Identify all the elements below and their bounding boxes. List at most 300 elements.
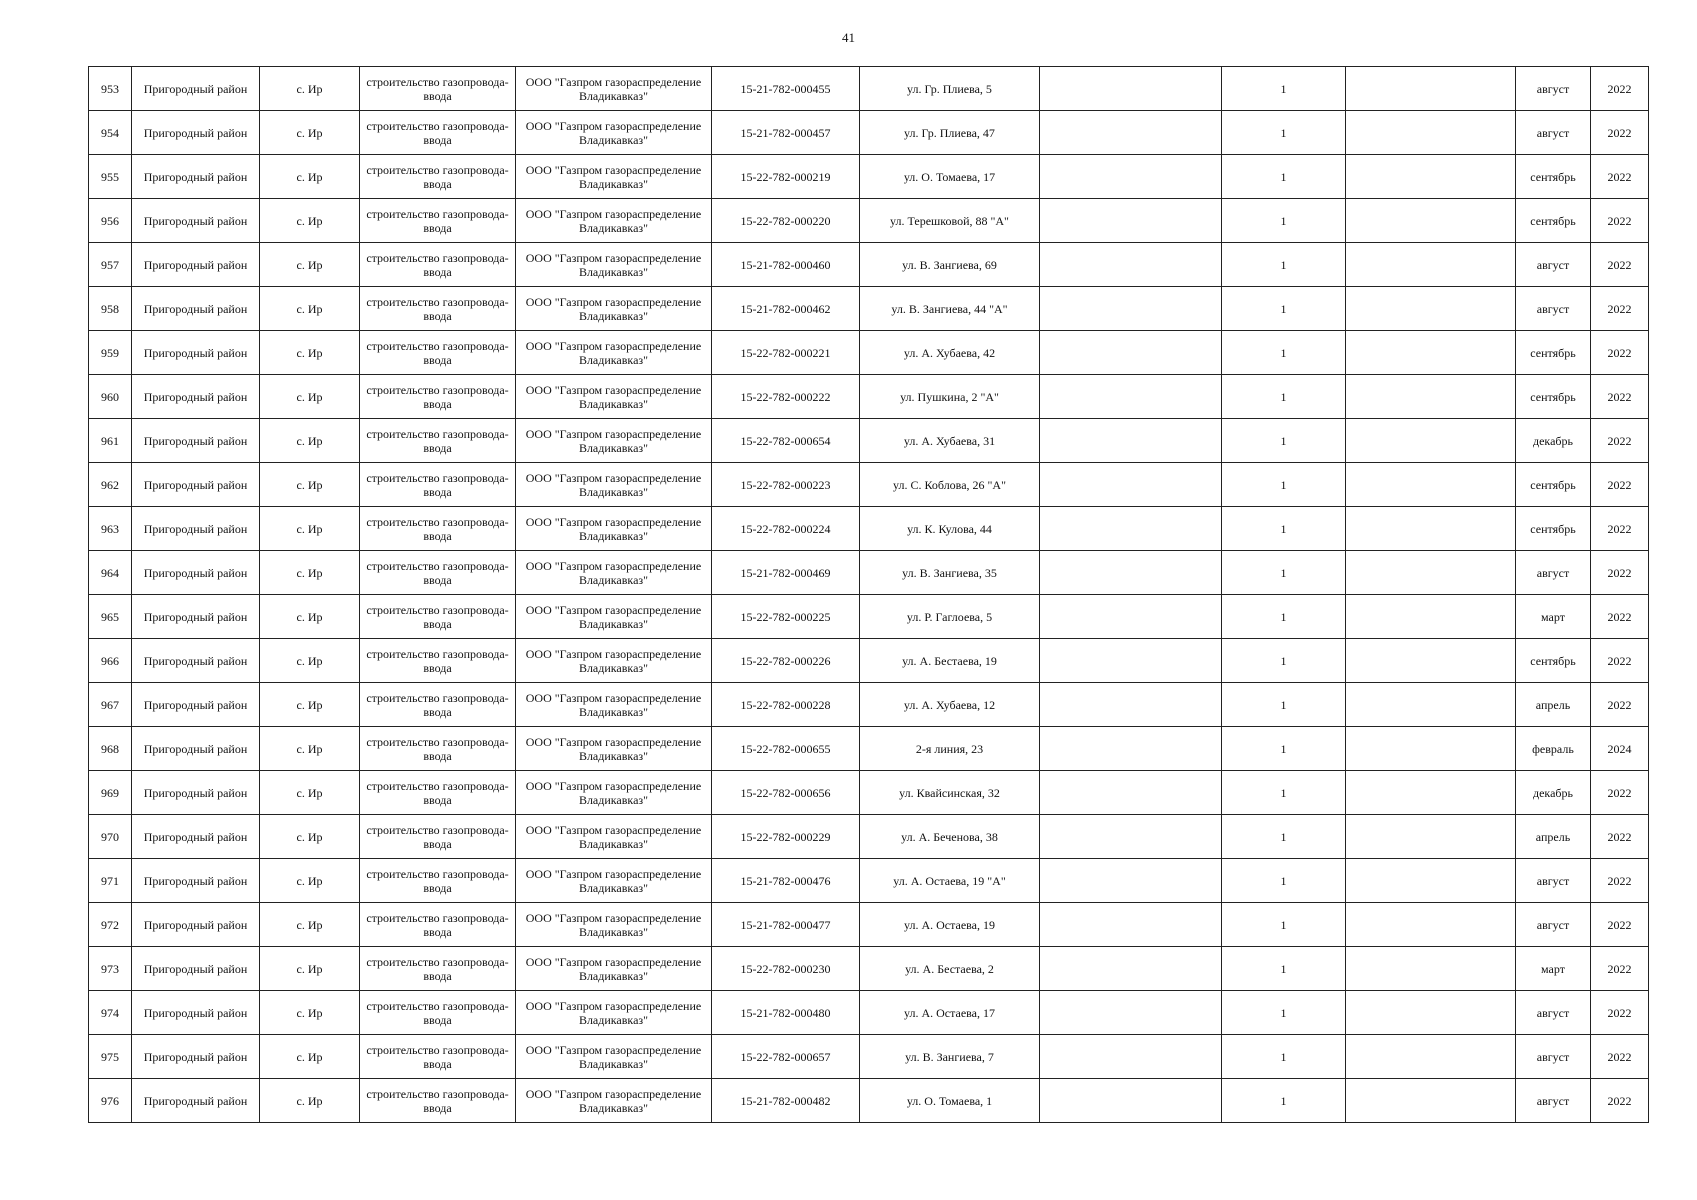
cell-empty [1346, 419, 1516, 463]
work-type-line1: строительство газопровода- [366, 426, 509, 441]
cell-settlement: с. Ир [260, 903, 360, 947]
work-type-line1: строительство газопровода- [366, 470, 509, 485]
cell-month: сентябрь [1516, 155, 1591, 199]
cell-year: 2022 [1591, 595, 1649, 639]
cell-empty [1346, 1079, 1516, 1123]
organization-line2: Владикавказ" [578, 572, 649, 587]
cell-quantity: 1 [1222, 331, 1346, 375]
organization-line1: ООО "Газпром газораспределение [525, 250, 702, 265]
cell-quantity: 1 [1222, 551, 1346, 595]
cell-district: Пригородный район [132, 551, 260, 595]
cell-year: 2022 [1591, 1079, 1649, 1123]
table-row [89, 1035, 1649, 1079]
cell-district: Пригородный район [132, 859, 260, 903]
cell-address: 2-я линия, 23 [860, 727, 1040, 771]
cell-quantity: 1 [1222, 991, 1346, 1035]
cell-district: Пригородный район [132, 1079, 260, 1123]
cell-address: ул. В. Зангиева, 69 [860, 243, 1040, 287]
work-type-line2: ввода [423, 1056, 452, 1071]
cell-settlement: с. Ир [260, 683, 360, 727]
cell-code: 15-22-782-000230 [712, 947, 860, 991]
cell-quantity: 1 [1222, 771, 1346, 815]
cell-code: 15-21-782-000482 [712, 1079, 860, 1123]
cell-year: 2022 [1591, 287, 1649, 331]
cell-code: 15-22-782-000220 [712, 199, 860, 243]
cell-empty [1040, 551, 1222, 595]
organization-line2: Владикавказ" [578, 836, 649, 851]
table-row [89, 507, 1649, 551]
cell-code: 15-21-782-000462 [712, 287, 860, 331]
cell-empty [1346, 67, 1516, 111]
cell-organization [516, 111, 712, 155]
cell-district: Пригородный район [132, 331, 260, 375]
cell-organization [516, 1079, 712, 1123]
cell-work-type [360, 551, 516, 595]
cell-organization [516, 947, 712, 991]
cell-code: 15-22-782-000224 [712, 507, 860, 551]
cell-work-type [360, 683, 516, 727]
cell-number: 976 [89, 1079, 132, 1123]
cell-address: ул. С. Коблова, 26 "А" [860, 463, 1040, 507]
cell-empty [1040, 331, 1222, 375]
cell-work-type [360, 903, 516, 947]
cell-district: Пригородный район [132, 1035, 260, 1079]
work-type-line1: строительство газопровода- [366, 1086, 509, 1101]
work-type-line2: ввода [423, 396, 452, 411]
cell-month: апрель [1516, 683, 1591, 727]
work-type-line2: ввода [423, 528, 452, 543]
work-type-line2: ввода [423, 440, 452, 455]
cell-empty [1040, 815, 1222, 859]
organization-line2: Владикавказ" [578, 396, 649, 411]
cell-organization [516, 463, 712, 507]
organization-line1: ООО "Газпром газораспределение [525, 426, 702, 441]
work-type-line1: строительство газопровода- [366, 514, 509, 529]
cell-work-type [360, 639, 516, 683]
cell-year: 2022 [1591, 683, 1649, 727]
cell-district: Пригородный район [132, 771, 260, 815]
cell-month: август [1516, 1035, 1591, 1079]
cell-empty [1346, 287, 1516, 331]
cell-number: 957 [89, 243, 132, 287]
cell-empty [1346, 991, 1516, 1035]
work-type-line2: ввода [423, 616, 452, 631]
work-type-line1: строительство газопровода- [366, 1042, 509, 1057]
cell-empty [1346, 683, 1516, 727]
cell-code: 15-22-782-000223 [712, 463, 860, 507]
cell-number: 962 [89, 463, 132, 507]
cell-code: 15-22-782-000657 [712, 1035, 860, 1079]
cell-settlement: с. Ир [260, 111, 360, 155]
cell-year: 2022 [1591, 155, 1649, 199]
work-type-line1: строительство газопровода- [366, 162, 509, 177]
cell-code: 15-22-782-000229 [712, 815, 860, 859]
organization-line1: ООО "Газпром газораспределение [525, 866, 702, 881]
table-row [89, 111, 1649, 155]
cell-month: август [1516, 111, 1591, 155]
cell-year: 2022 [1591, 639, 1649, 683]
cell-district: Пригородный район [132, 463, 260, 507]
table-row [89, 771, 1649, 815]
organization-line2: Владикавказ" [578, 748, 649, 763]
table-row [89, 947, 1649, 991]
work-type-line1: строительство газопровода- [366, 338, 509, 353]
cell-organization [516, 551, 712, 595]
cell-year: 2022 [1591, 551, 1649, 595]
cell-work-type [360, 771, 516, 815]
organization-line1: ООО "Газпром газораспределение [525, 338, 702, 353]
cell-number: 966 [89, 639, 132, 683]
cell-settlement: с. Ир [260, 1079, 360, 1123]
cell-settlement: с. Ир [260, 375, 360, 419]
cell-code: 15-22-782-000654 [712, 419, 860, 463]
cell-organization [516, 639, 712, 683]
cell-district: Пригородный район [132, 639, 260, 683]
cell-organization [516, 683, 712, 727]
cell-settlement: с. Ир [260, 551, 360, 595]
cell-district: Пригородный район [132, 155, 260, 199]
table-row [89, 991, 1649, 1035]
organization-line2: Владикавказ" [578, 704, 649, 719]
cell-address: ул. А. Остаева, 19 "А" [860, 859, 1040, 903]
cell-work-type [360, 375, 516, 419]
cell-settlement: с. Ир [260, 595, 360, 639]
cell-district: Пригородный район [132, 243, 260, 287]
table-body [89, 67, 1649, 1123]
cell-quantity: 1 [1222, 815, 1346, 859]
table-row [89, 155, 1649, 199]
cell-code: 15-22-782-000656 [712, 771, 860, 815]
cell-address: ул. Терешковой, 88 "А" [860, 199, 1040, 243]
organization-line1: ООО "Газпром газораспределение [525, 998, 702, 1013]
cell-year: 2022 [1591, 111, 1649, 155]
cell-empty [1346, 771, 1516, 815]
cell-address: ул. Пушкина, 2 "А" [860, 375, 1040, 419]
cell-year: 2024 [1591, 727, 1649, 771]
cell-work-type [360, 727, 516, 771]
cell-month: декабрь [1516, 771, 1591, 815]
organization-line2: Владикавказ" [578, 880, 649, 895]
organization-line1: ООО "Газпром газораспределение [525, 514, 702, 529]
cell-number: 956 [89, 199, 132, 243]
organization-line2: Владикавказ" [578, 264, 649, 279]
cell-quantity: 1 [1222, 947, 1346, 991]
cell-organization [516, 67, 712, 111]
organization-line2: Владикавказ" [578, 308, 649, 323]
cell-number: 953 [89, 67, 132, 111]
cell-address: ул. А. Хубаева, 12 [860, 683, 1040, 727]
organization-line1: ООО "Газпром газораспределение [525, 162, 702, 177]
cell-month: сентябрь [1516, 375, 1591, 419]
cell-empty [1040, 771, 1222, 815]
work-type-line2: ввода [423, 660, 452, 675]
work-type-line2: ввода [423, 880, 452, 895]
table-row [89, 287, 1649, 331]
cell-year: 2022 [1591, 815, 1649, 859]
organization-line2: Владикавказ" [578, 792, 649, 807]
cell-organization [516, 771, 712, 815]
cell-year: 2022 [1591, 1035, 1649, 1079]
cell-district: Пригородный район [132, 111, 260, 155]
cell-settlement: с. Ир [260, 463, 360, 507]
work-type-line2: ввода [423, 132, 452, 147]
work-type-line2: ввода [423, 88, 452, 103]
cell-month: август [1516, 243, 1591, 287]
cell-code: 15-22-782-000219 [712, 155, 860, 199]
work-type-line1: строительство газопровода- [366, 778, 509, 793]
cell-empty [1040, 683, 1222, 727]
cell-empty [1040, 859, 1222, 903]
organization-line1: ООО "Газпром газораспределение [525, 74, 702, 89]
cell-quantity: 1 [1222, 419, 1346, 463]
cell-address: ул. В. Зангиева, 35 [860, 551, 1040, 595]
cell-empty [1346, 595, 1516, 639]
organization-line1: ООО "Газпром газораспределение [525, 1042, 702, 1057]
cell-organization [516, 287, 712, 331]
work-type-line1: строительство газопровода- [366, 822, 509, 837]
organization-line1: ООО "Газпром газораспределение [525, 778, 702, 793]
cell-settlement: с. Ир [260, 991, 360, 1035]
table-row [89, 683, 1649, 727]
cell-address: ул. Квайсинская, 32 [860, 771, 1040, 815]
cell-number: 955 [89, 155, 132, 199]
cell-organization [516, 419, 712, 463]
cell-month: апрель [1516, 815, 1591, 859]
cell-empty [1346, 1035, 1516, 1079]
cell-address: ул. А. Бестаева, 2 [860, 947, 1040, 991]
cell-empty [1040, 155, 1222, 199]
cell-year: 2022 [1591, 991, 1649, 1035]
work-type-line2: ввода [423, 308, 452, 323]
cell-settlement: с. Ир [260, 199, 360, 243]
work-type-line1: строительство газопровода- [366, 866, 509, 881]
cell-quantity: 1 [1222, 375, 1346, 419]
cell-organization [516, 815, 712, 859]
cell-number: 975 [89, 1035, 132, 1079]
cell-work-type [360, 331, 516, 375]
cell-code: 15-22-782-000221 [712, 331, 860, 375]
organization-line1: ООО "Газпром газораспределение [525, 1086, 702, 1101]
cell-address: ул. В. Зангиева, 44 "А" [860, 287, 1040, 331]
cell-quantity: 1 [1222, 903, 1346, 947]
cell-month: август [1516, 991, 1591, 1035]
cell-district: Пригородный район [132, 727, 260, 771]
cell-settlement: с. Ир [260, 331, 360, 375]
cell-quantity: 1 [1222, 155, 1346, 199]
cell-month: сентябрь [1516, 463, 1591, 507]
cell-district: Пригородный район [132, 287, 260, 331]
cell-empty [1040, 243, 1222, 287]
work-type-line2: ввода [423, 352, 452, 367]
cell-address: ул. Р. Гаглоева, 5 [860, 595, 1040, 639]
cell-code: 15-21-782-000457 [712, 111, 860, 155]
cell-work-type [360, 287, 516, 331]
cell-empty [1346, 155, 1516, 199]
table-row [89, 639, 1649, 683]
cell-address: ул. А. Хубаева, 42 [860, 331, 1040, 375]
cell-year: 2022 [1591, 859, 1649, 903]
cell-month: сентябрь [1516, 639, 1591, 683]
cell-number: 970 [89, 815, 132, 859]
cell-address: ул. О. Томаева, 1 [860, 1079, 1040, 1123]
cell-quantity: 1 [1222, 199, 1346, 243]
work-type-line1: строительство газопровода- [366, 602, 509, 617]
organization-line1: ООО "Газпром газораспределение [525, 690, 702, 705]
cell-district: Пригородный район [132, 199, 260, 243]
cell-address: ул. В. Зангиева, 7 [860, 1035, 1040, 1079]
cell-empty [1040, 727, 1222, 771]
cell-month: март [1516, 947, 1591, 991]
work-type-line1: строительство газопровода- [366, 690, 509, 705]
cell-work-type [360, 199, 516, 243]
cell-settlement: с. Ир [260, 67, 360, 111]
cell-month: декабрь [1516, 419, 1591, 463]
work-type-line1: строительство газопровода- [366, 294, 509, 309]
organization-line1: ООО "Газпром газораспределение [525, 954, 702, 969]
cell-empty [1040, 375, 1222, 419]
cell-number: 954 [89, 111, 132, 155]
work-type-line1: строительство газопровода- [366, 382, 509, 397]
table-row [89, 67, 1649, 111]
work-type-line2: ввода [423, 968, 452, 983]
cell-work-type [360, 1035, 516, 1079]
cell-settlement: с. Ир [260, 815, 360, 859]
work-type-line2: ввода [423, 1012, 452, 1027]
work-type-line1: строительство газопровода- [366, 734, 509, 749]
cell-organization [516, 595, 712, 639]
organization-line1: ООО "Газпром газораспределение [525, 382, 702, 397]
cell-quantity: 1 [1222, 727, 1346, 771]
work-type-line1: строительство газопровода- [366, 910, 509, 925]
cell-number: 960 [89, 375, 132, 419]
cell-work-type [360, 243, 516, 287]
cell-organization [516, 1035, 712, 1079]
cell-quantity: 1 [1222, 67, 1346, 111]
cell-work-type [360, 1079, 516, 1123]
cell-year: 2022 [1591, 507, 1649, 551]
table-row [89, 903, 1649, 947]
cell-work-type [360, 67, 516, 111]
cell-empty [1040, 419, 1222, 463]
cell-month: сентябрь [1516, 331, 1591, 375]
cell-district: Пригородный район [132, 947, 260, 991]
organization-line2: Владикавказ" [578, 528, 649, 543]
table-row [89, 859, 1649, 903]
cell-number: 974 [89, 991, 132, 1035]
cell-month: август [1516, 287, 1591, 331]
organization-line2: Владикавказ" [578, 132, 649, 147]
cell-quantity: 1 [1222, 639, 1346, 683]
cell-organization [516, 991, 712, 1035]
cell-address: ул. А. Хубаева, 31 [860, 419, 1040, 463]
work-type-line2: ввода [423, 1100, 452, 1115]
cell-year: 2022 [1591, 771, 1649, 815]
work-type-line1: строительство газопровода- [366, 74, 509, 89]
cell-number: 967 [89, 683, 132, 727]
cell-work-type [360, 991, 516, 1035]
cell-empty [1040, 947, 1222, 991]
cell-code: 15-22-782-000655 [712, 727, 860, 771]
cell-year: 2022 [1591, 375, 1649, 419]
cell-empty [1346, 375, 1516, 419]
organization-line2: Владикавказ" [578, 1056, 649, 1071]
cell-empty [1346, 903, 1516, 947]
cell-work-type [360, 859, 516, 903]
cell-organization [516, 507, 712, 551]
work-type-line2: ввода [423, 484, 452, 499]
cell-quantity: 1 [1222, 463, 1346, 507]
cell-organization [516, 199, 712, 243]
table-row [89, 1079, 1649, 1123]
work-type-line2: ввода [423, 748, 452, 763]
cell-address: ул. А. Бестаева, 19 [860, 639, 1040, 683]
cell-empty [1040, 1079, 1222, 1123]
cell-address: ул. А. Беченова, 38 [860, 815, 1040, 859]
work-type-line1: строительство газопровода- [366, 118, 509, 133]
cell-year: 2022 [1591, 199, 1649, 243]
cell-district: Пригородный район [132, 991, 260, 1035]
organization-line2: Владикавказ" [578, 176, 649, 191]
organization-line2: Владикавказ" [578, 660, 649, 675]
work-type-line1: строительство газопровода- [366, 646, 509, 661]
cell-quantity: 1 [1222, 287, 1346, 331]
cell-month: февраль [1516, 727, 1591, 771]
organization-line2: Владикавказ" [578, 616, 649, 631]
table-row [89, 375, 1649, 419]
cell-settlement: с. Ир [260, 155, 360, 199]
cell-organization [516, 243, 712, 287]
cell-month: август [1516, 1079, 1591, 1123]
cell-code: 15-22-782-000222 [712, 375, 860, 419]
work-type-line1: строительство газопровода- [366, 954, 509, 969]
table-row [89, 551, 1649, 595]
organization-line2: Владикавказ" [578, 924, 649, 939]
cell-month: август [1516, 67, 1591, 111]
cell-district: Пригородный район [132, 507, 260, 551]
cell-empty [1346, 639, 1516, 683]
cell-empty [1346, 243, 1516, 287]
cell-empty [1346, 551, 1516, 595]
cell-empty [1346, 815, 1516, 859]
cell-quantity: 1 [1222, 111, 1346, 155]
cell-empty [1040, 507, 1222, 551]
cell-code: 15-21-782-000455 [712, 67, 860, 111]
table-row [89, 463, 1649, 507]
cell-month: август [1516, 551, 1591, 595]
work-type-line1: строительство газопровода- [366, 206, 509, 221]
cell-quantity: 1 [1222, 507, 1346, 551]
cell-empty [1346, 507, 1516, 551]
cell-year: 2022 [1591, 67, 1649, 111]
cell-quantity: 1 [1222, 1079, 1346, 1123]
table-row [89, 199, 1649, 243]
cell-settlement: с. Ир [260, 419, 360, 463]
work-type-line1: строительство газопровода- [366, 558, 509, 573]
organization-line1: ООО "Газпром газораспределение [525, 734, 702, 749]
cell-quantity: 1 [1222, 859, 1346, 903]
cell-year: 2022 [1591, 243, 1649, 287]
cell-work-type [360, 947, 516, 991]
cell-code: 15-21-782-000469 [712, 551, 860, 595]
cell-work-type [360, 463, 516, 507]
cell-number: 973 [89, 947, 132, 991]
cell-district: Пригородный район [132, 375, 260, 419]
cell-empty [1040, 991, 1222, 1035]
organization-line1: ООО "Газпром газораспределение [525, 646, 702, 661]
cell-number: 971 [89, 859, 132, 903]
cell-quantity: 1 [1222, 243, 1346, 287]
cell-empty [1040, 199, 1222, 243]
